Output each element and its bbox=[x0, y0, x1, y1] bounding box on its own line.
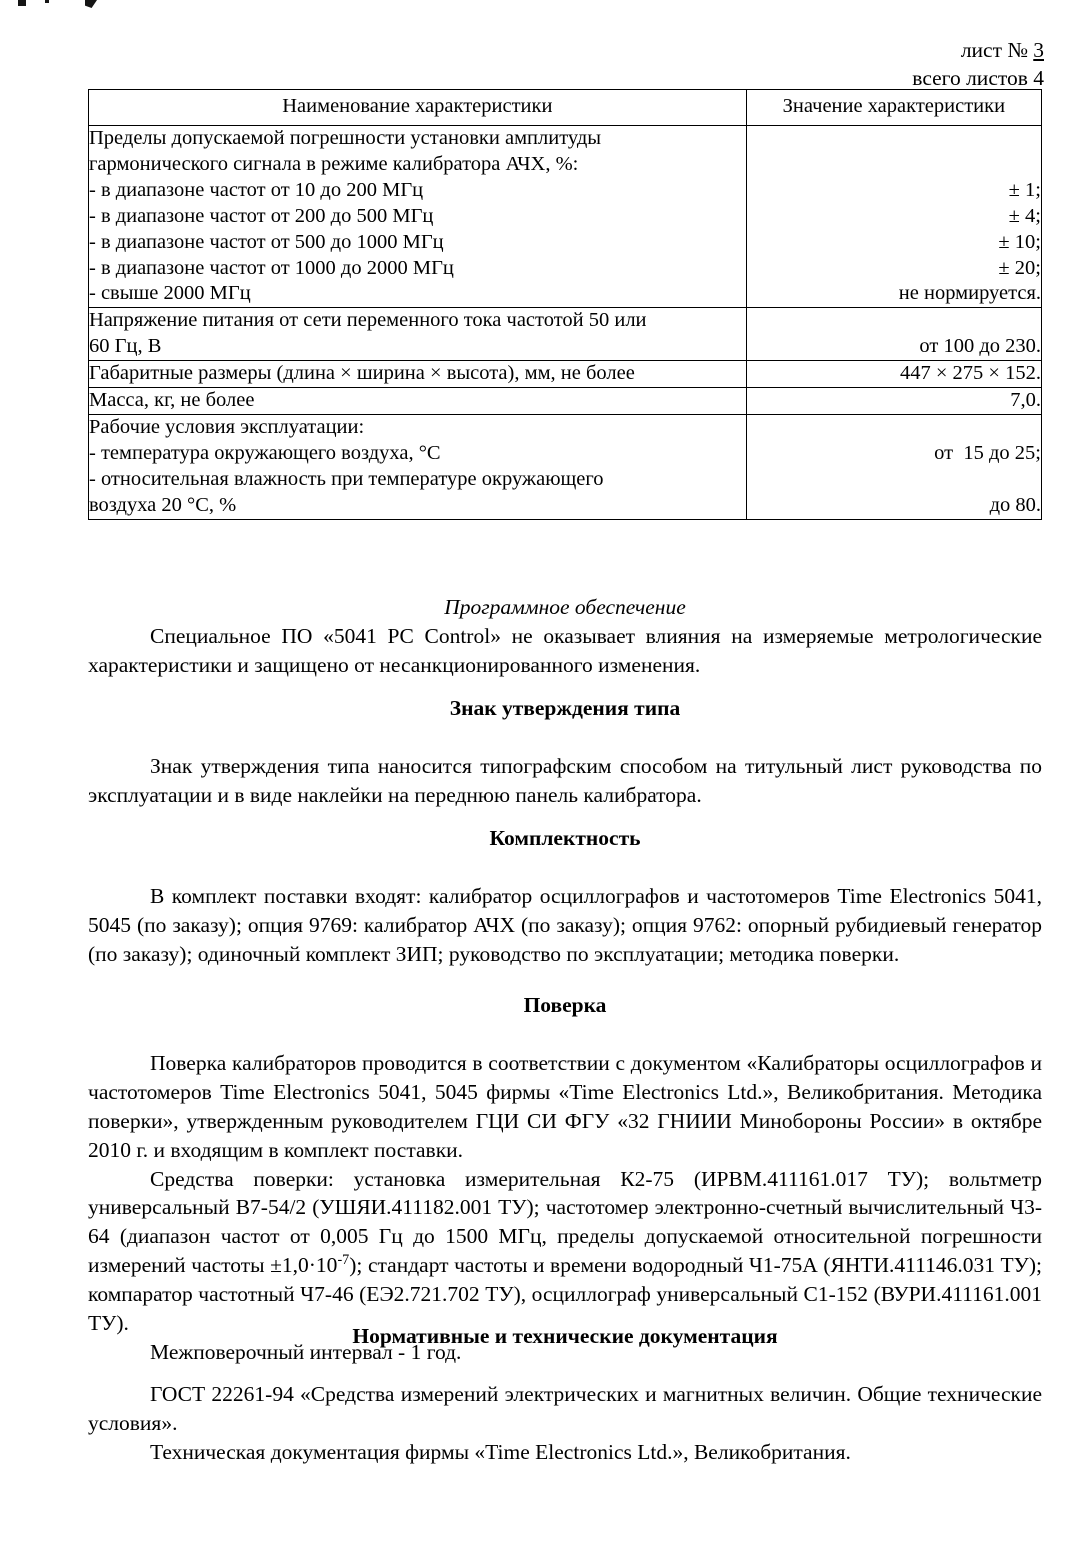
text-line: ± 20; bbox=[998, 256, 1041, 279]
accuracy-exponent: -7 bbox=[337, 1252, 350, 1269]
text-line: Напряжение питания от сети переменного тока частотой 50 или bbox=[89, 309, 647, 332]
cell-characteristic-name bbox=[89, 125, 747, 307]
text-line: Пределы допускаемой погрешности установки амплитуды bbox=[89, 126, 602, 149]
verification-paragraph-1: Поверка калибраторов проводится в соответствии с документом «Калибраторы осциллографов и частотомеров Time Electronics 5041, 5045 фирмы «Time Electronics Ltd.», Великобритания. Методика поверки», утвержденным руководителем ГЦИ СИ ФГУ «32 ГНИИИ Минобороны России» в октябре 2010 г. и входящим в комплект поставки. bbox=[88, 1050, 1042, 1162]
sheet-number-line bbox=[912, 36, 1044, 64]
cell-characteristic-name bbox=[89, 388, 747, 415]
text-line: - температура окружающего воздуха, °С bbox=[89, 441, 441, 464]
software-paragraph: Специальное ПО «5041 PC Control» не оказывает влияния на измеряемые метрологические характеристики и защищено от несанкционированного изменения. bbox=[88, 623, 1042, 677]
section-documentation bbox=[88, 1322, 1042, 1467]
text-line: от 15 до 25; bbox=[934, 441, 1041, 464]
text-line: Масса, кг, не более bbox=[89, 389, 255, 412]
text-line: 60 Гц, В bbox=[89, 335, 162, 358]
cell-characteristic-value bbox=[746, 308, 1041, 361]
cell-characteristic-value bbox=[746, 125, 1041, 307]
page-numbering bbox=[912, 36, 1044, 93]
text-line: - в диапазоне частот от 200 до 500 МГц bbox=[89, 204, 434, 227]
cell-characteristic-name bbox=[89, 361, 747, 388]
documentation-paragraph-2: Техническая документация фирмы «Time Electronics Ltd.», Великобритания. bbox=[150, 1439, 851, 1464]
table-row bbox=[89, 361, 1042, 388]
verification-means-text-1: Средства поверки: установка измерительная К2-75 (ИРВМ.411161.017 ТУ); вольтметр универсальный В7-54/2 (УШЯИ.411182.001 ТУ); частотомер электронно-счетный вычислительный Ч3-64 (диапазон частот от 0,005 Гц до 1500 МГц, пределы допускаемой относительной погрешности измерений частоты ±1,0·10 bbox=[88, 1166, 1042, 1278]
section-verification bbox=[88, 991, 1042, 1367]
scan-artifact bbox=[85, 0, 97, 8]
text-line: - в диапазоне частот от 1000 до 2000 МГц bbox=[89, 256, 454, 279]
text-line: Габаритные размеры (длина × ширина × высота), мм, не более bbox=[89, 362, 635, 385]
table-header-row bbox=[89, 90, 1042, 126]
text-line: - свыше 2000 МГц bbox=[89, 282, 251, 305]
text-line: ± 1; bbox=[1008, 178, 1041, 201]
text-line: до 80. bbox=[989, 493, 1041, 516]
column-header-name: Наименование характеристики bbox=[89, 90, 747, 126]
section-software bbox=[88, 593, 1042, 680]
text-line: Рабочие условия эксплуатации: bbox=[89, 416, 365, 439]
cell-characteristic-value bbox=[746, 415, 1041, 520]
text-line: не нормируется. bbox=[898, 282, 1041, 305]
verification-means-text-2: ); стандарт частоты и времени водородный Ч1-75А (ЯНТИ.411146.031 ТУ); компаратор частотный Ч7-46 (ЕЭ2.721.702 ТУ), осциллограф универсальный С1-152 (ВУРИ.411161.001 ТУ). bbox=[88, 1253, 1042, 1336]
type-mark-paragraph: Знак утверждения типа наносится типографским способом на титульный лист руководства по эксплуатации и в виде наклейки на переднюю панель калибратора. bbox=[88, 753, 1042, 807]
table-row bbox=[89, 308, 1042, 361]
text-line: ± 4; bbox=[1008, 204, 1041, 227]
text-line: - в диапазоне частот от 500 до 1000 МГц bbox=[89, 230, 444, 253]
completeness-paragraph: В комплект поставки входят: калибратор осциллографов и частотомеров Time Electronics 5041, 5045 (по заказу); опция 9769: калибратор АЧХ (по заказу); опция 9762: опорный рубидиевый генератор (по заказу); одиночный комплект ЗИП; руководство по эксплуатации; методика поверки. bbox=[88, 883, 1042, 966]
text-line: ± 10; bbox=[998, 230, 1041, 253]
cell-characteristic-name bbox=[89, 308, 747, 361]
verification-heading: Поверка bbox=[523, 993, 607, 1017]
sheet-number: 3 bbox=[1033, 38, 1044, 62]
documentation-paragraph-1: ГОСТ 22261-94 «Средства измерений электрических и магнитных величин. Общие технические условия». bbox=[88, 1381, 1042, 1435]
documentation-heading: Нормативные и технические документация bbox=[352, 1324, 778, 1348]
table-row bbox=[89, 125, 1042, 307]
text-line: от 100 до 230. bbox=[919, 335, 1041, 358]
table-body bbox=[89, 125, 1042, 519]
completeness-heading: Комплектность bbox=[489, 826, 641, 850]
section-type-mark bbox=[88, 694, 1042, 810]
type-mark-heading: Знак утверждения типа bbox=[449, 696, 681, 720]
table-row bbox=[89, 415, 1042, 520]
verification-paragraph-2 bbox=[88, 1165, 1042, 1338]
text-line: - в диапазоне частот от 10 до 200 МГц bbox=[89, 178, 424, 201]
scan-artifact bbox=[45, 0, 49, 3]
table-row bbox=[89, 388, 1042, 415]
cell-characteristic-value bbox=[746, 361, 1041, 388]
section-completeness bbox=[88, 824, 1042, 969]
text-line: - относительная влажность при температуре окружающего bbox=[89, 467, 604, 490]
text-line: 447 × 275 × 152. bbox=[900, 362, 1041, 385]
scan-artifact bbox=[18, 0, 26, 6]
specifications-table bbox=[88, 89, 1042, 520]
total-sheets: всего листов 4 bbox=[912, 66, 1044, 91]
text-line: гармонического сигнала в режиме калибратора АЧХ, %: bbox=[89, 152, 579, 175]
software-heading: Программное обеспечение bbox=[444, 595, 686, 619]
sheet-label: лист № bbox=[960, 38, 1034, 62]
cell-characteristic-name bbox=[89, 415, 747, 520]
verification-interval-paragraph: Межповерочный интервал - 1 год. bbox=[150, 1339, 462, 1364]
text-line: воздуха 20 °С, % bbox=[89, 493, 237, 516]
cell-characteristic-value bbox=[746, 388, 1041, 415]
column-header-value: Значение характеристики bbox=[746, 90, 1041, 126]
text-line: 7,0. bbox=[1010, 389, 1041, 412]
